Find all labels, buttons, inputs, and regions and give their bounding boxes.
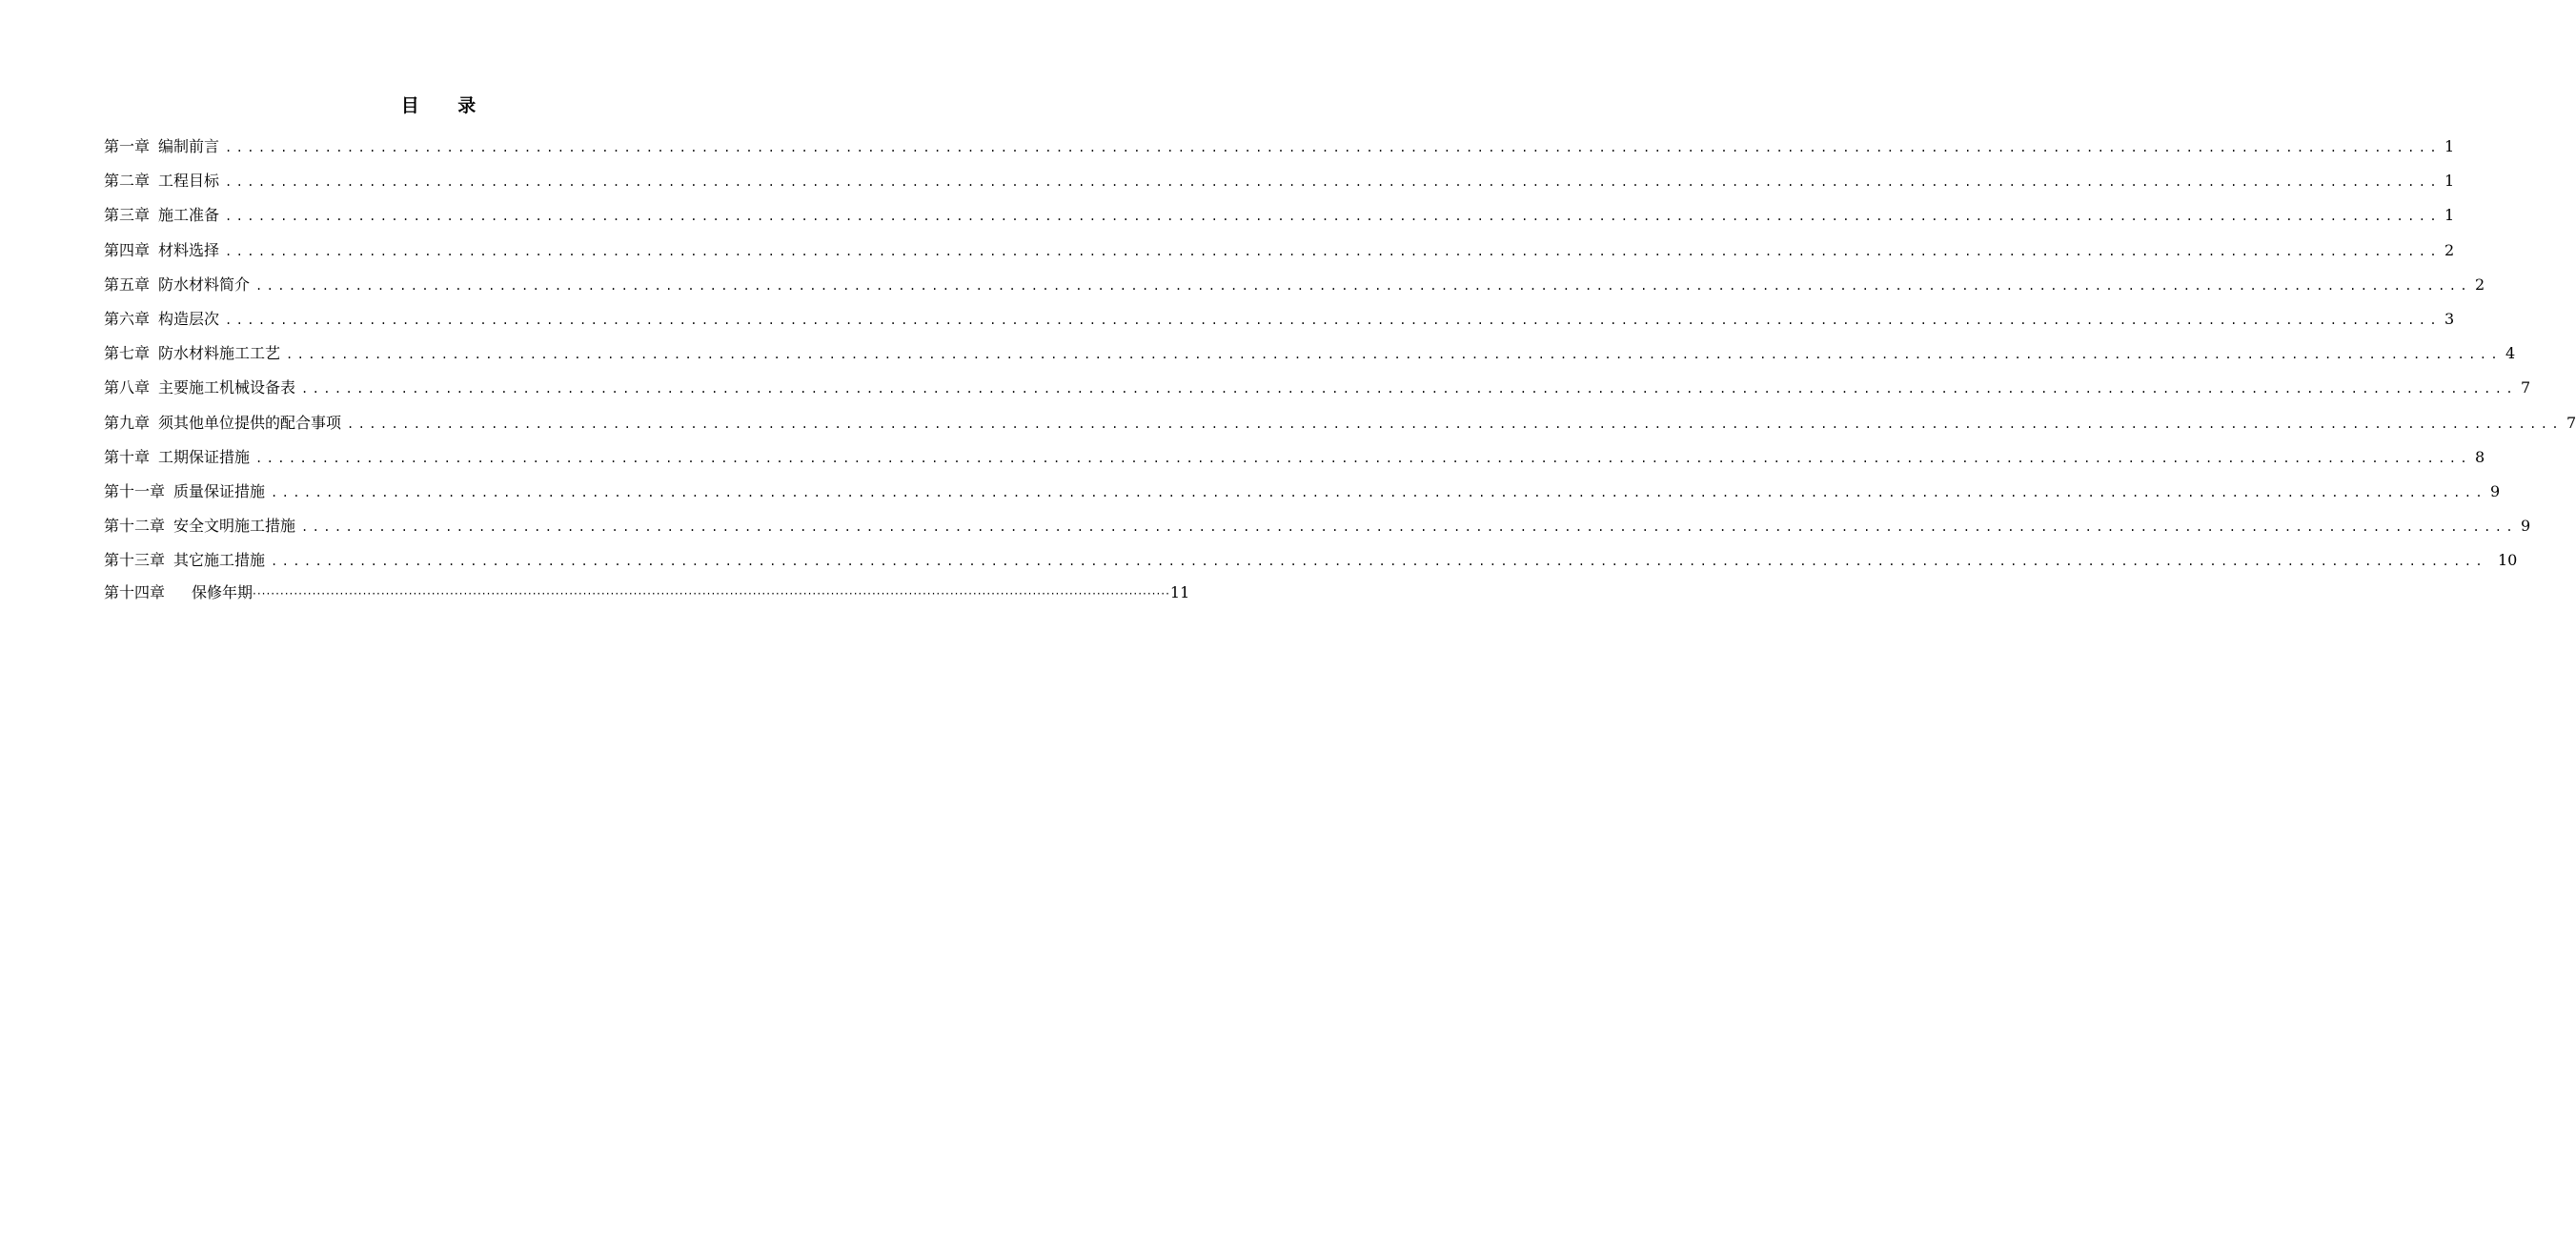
- toc-entry[interactable]: [104, 168, 2455, 202]
- toc-page-number: 9: [2489, 481, 2501, 500]
- toc-page-number: 10: [2497, 551, 2518, 570]
- toc-chapter-number: 第一章: [104, 137, 151, 155]
- toc-list: [104, 133, 2576, 604]
- toc-chapter-title: 安全文明施工措施: [173, 517, 296, 536]
- toc-dot-leader: ........................................................................................................................................................................................................: [271, 555, 2486, 569]
- toc-page-number: 1: [2444, 206, 2455, 225]
- toc-page-number: 3: [2444, 309, 2455, 328]
- toc-page-number: 8: [2474, 447, 2485, 466]
- toc-dot-leader: ........................................................................................................................................................................................................: [225, 210, 2441, 224]
- toc-entry[interactable]: [104, 547, 2518, 581]
- toc-page-number: 1: [2444, 137, 2455, 155]
- toc-dot-leader: ........................................................................................................................................................................................................: [301, 520, 2517, 535]
- toc-entry[interactable]: [104, 340, 2516, 375]
- toc-chapter-number: 第七章: [104, 344, 151, 363]
- toc-entry[interactable]: [104, 444, 2485, 478]
- toc-entry[interactable]: [104, 478, 2501, 513]
- toc-chapter-number: 第八章: [104, 378, 151, 397]
- toc-chapter-number: 第十一章: [104, 481, 166, 500]
- toc-entry[interactable]: [104, 237, 2455, 272]
- toc-chapter-title: 材料选择: [158, 240, 220, 259]
- toc-entry[interactable]: [104, 513, 2531, 547]
- toc-entry[interactable]: [104, 306, 2455, 340]
- toc-dot-leader: ........................................................................................................................................................................................................: [225, 175, 2441, 190]
- toc-page-number: 7: [2520, 378, 2531, 397]
- toc-dot-leader: ........................................................................................................................................................................................................: [255, 278, 2471, 293]
- toc-chapter-number: 第六章: [104, 309, 151, 328]
- toc-entry[interactable]: [104, 410, 2576, 444]
- toc-chapter-title: 构造层次: [158, 309, 220, 328]
- toc-entry[interactable]: [104, 202, 2455, 236]
- toc-chapter-title: 主要施工机械设备表: [158, 378, 296, 397]
- toc-chapter-number: 第十章: [104, 447, 151, 466]
- toc-page-number: 1: [2444, 172, 2455, 191]
- toc-page-number: 2: [2474, 275, 2485, 294]
- toc-dot-leader: ........................................................................................................................................................................................................: [301, 382, 2517, 397]
- toc-chapter-number: 第九章: [104, 413, 151, 432]
- toc-dot-leader: ........................................................................................................................................................................................................: [347, 417, 2563, 431]
- toc-entry[interactable]: [104, 272, 2485, 306]
- toc-dot-leader: ........................................................................................................................................................................................................: [255, 451, 2471, 465]
- toc-chapter-title: 其它施工措施: [173, 551, 266, 570]
- toc-entry[interactable]: [104, 581, 1190, 604]
- toc-chapter-number: 第三章: [104, 206, 151, 225]
- toc-chapter-title: 保修年期: [192, 583, 254, 602]
- toc-page-number: 9: [2520, 517, 2531, 536]
- toc-chapter-number: 第十四章: [104, 583, 166, 602]
- toc-chapter-title: 防水材料施工工艺: [158, 344, 281, 363]
- toc-chapter-title: 工程目标: [158, 172, 220, 191]
- toc-entry[interactable]: [104, 375, 2531, 409]
- toc-dot-leader: ........................................................................................................................................................................................................: [225, 244, 2441, 258]
- toc-dot-leader: ........................................................................................................................................................................................................: [286, 348, 2502, 362]
- toc-chapter-title: 质量保证措施: [173, 481, 266, 500]
- toc-chapter-title: 须其他单位提供的配合事项: [158, 413, 342, 432]
- toc-chapter-title: 编制前言: [158, 137, 220, 155]
- toc-chapter-number: 第二章: [104, 172, 151, 191]
- toc-entry[interactable]: [104, 133, 2455, 168]
- toc-dot-leader: ........................................................................................................................................................................................................: [225, 313, 2441, 327]
- toc-chapter-number: 第五章: [104, 275, 151, 294]
- toc-page-number: 11: [1169, 583, 1190, 602]
- toc-page-number: 4: [2505, 344, 2516, 363]
- toc-chapter-number: 第十三章: [104, 551, 166, 570]
- toc-chapter-title: 工期保证措施: [158, 447, 251, 466]
- toc-dot-leader: ········································································································································································································: [253, 587, 1170, 601]
- toc-dot-leader: ........................................................................................................................................................................................................: [225, 141, 2441, 154]
- toc-title: 目 录: [400, 95, 493, 116]
- toc-page-number: 2: [2444, 240, 2455, 259]
- toc-dot-leader: ........................................................................................................................................................................................................: [271, 485, 2486, 499]
- toc-chapter-title: 施工准备: [158, 206, 220, 225]
- toc-chapter-title: 防水材料简介: [158, 275, 251, 294]
- toc-chapter-number: 第四章: [104, 240, 151, 259]
- toc-chapter-number: 第十二章: [104, 517, 166, 536]
- toc-page-number: 7: [2566, 413, 2576, 432]
